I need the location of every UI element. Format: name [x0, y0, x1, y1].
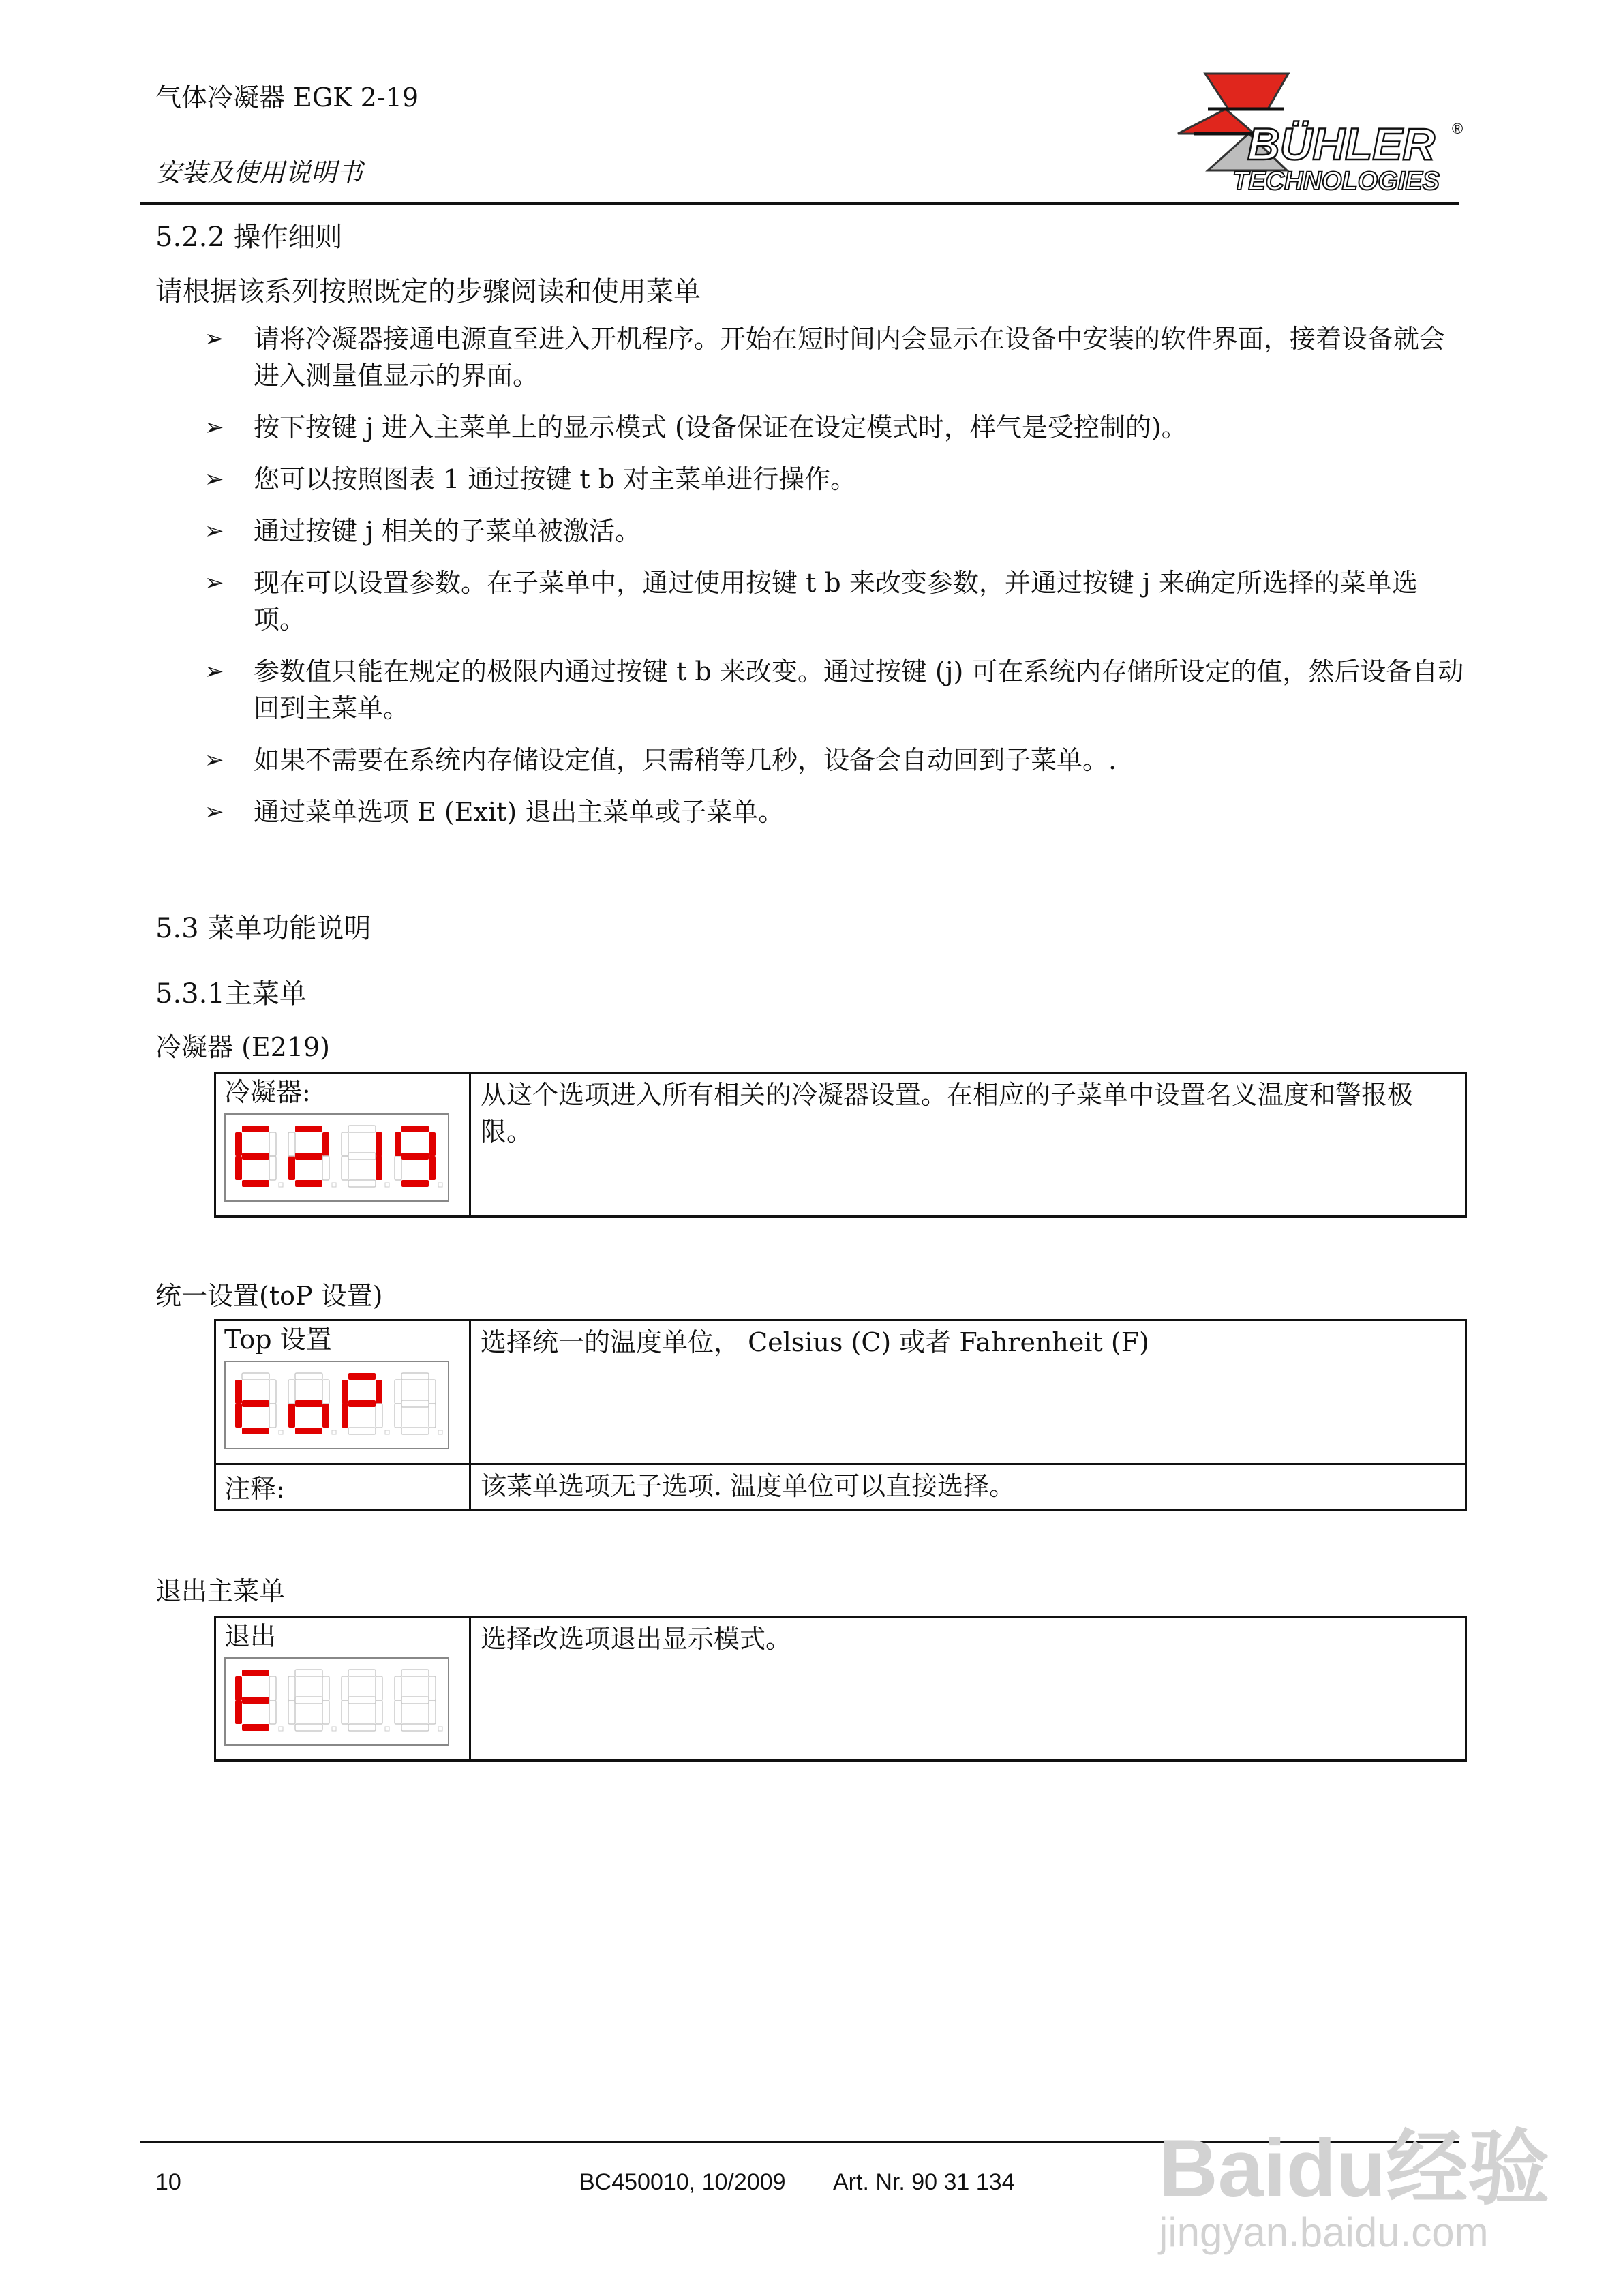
- watermark-url: jingyan.baidu.com: [1159, 2209, 1489, 2255]
- condenser-menu-label: 冷凝器 (E219): [155, 1032, 330, 1062]
- list-item: ➢ 按下按键 j 进入主菜单上的显示模式 (设备保证在设定模式时，样气是受控制的)。: [204, 409, 1466, 446]
- lcd-segment-lit: [376, 1156, 382, 1180]
- lcd-segment-lit: [401, 1180, 429, 1187]
- lcd-segment-lit: [401, 1126, 429, 1132]
- arrow-bullet-icon: ➢: [204, 798, 224, 826]
- article-number: Art. Nr. 90 31 134: [833, 2169, 1015, 2195]
- exit-display-cell: [215, 1617, 470, 1761]
- watermark-brand: Baidu经验: [1159, 2123, 1550, 2214]
- top-menu-label: 统一设置(toP 设置): [155, 1281, 383, 1311]
- lcd-segment-lit: [342, 1404, 348, 1428]
- lcd-segment-lit: [295, 1180, 322, 1187]
- lcd-segment-lit: [235, 1380, 242, 1404]
- condenser-menu-table: [214, 1072, 1467, 1218]
- lcd-segment-lit: [242, 1670, 269, 1676]
- logo-mark-left: [1178, 109, 1254, 134]
- table-row: [215, 1320, 1466, 1464]
- lcd-segment-lit: [376, 1132, 382, 1156]
- lcd-segment-lit: [242, 1428, 269, 1434]
- lcd-segment-lit: [235, 1132, 242, 1156]
- lcd-segment-lit: [376, 1380, 382, 1404]
- arrow-bullet-icon: ➢: [204, 517, 224, 545]
- list-item: ➢ 通过菜单选项 E (Exit) 退出主菜单或子菜单。: [204, 794, 1466, 830]
- arrow-bullet-icon: ➢: [204, 658, 224, 685]
- exit-menu-label: 退出主菜单: [155, 1576, 286, 1606]
- lcd-segment-lit: [429, 1156, 436, 1180]
- top-display-cell: [215, 1320, 470, 1464]
- list-item: ➢ 请将冷凝器接通电源直至进入开机程序。开始在短时间内会显示在设备中安装的软件界面，接着设备就会进入测量值显示的界面。: [204, 320, 1466, 394]
- lcd-display-exit: [224, 1657, 449, 1746]
- lcd-segment-lit: [429, 1132, 436, 1156]
- list-item: ➢ 参数值只能在规定的极限内通过按键 t b 来改变。通过按键 (j) 可在系统内存储所设定的值，然后设备自动回到主菜单。: [204, 653, 1466, 727]
- top-menu-table: [214, 1319, 1467, 1511]
- lcd-segment-lit: [242, 1180, 269, 1187]
- lcd-segment-lit: [295, 1428, 322, 1434]
- arrow-bullet-icon: ➢: [204, 746, 224, 774]
- lcd-segment-lit: [242, 1126, 269, 1132]
- lcd-display-top: [224, 1361, 449, 1449]
- table-row: [215, 1617, 1466, 1761]
- lcd-segment-lit: [288, 1156, 295, 1180]
- buhler-logo: [1167, 68, 1467, 198]
- header-divider: [140, 202, 1459, 205]
- condenser-display-cell: [215, 1073, 470, 1217]
- lcd-segment-lit: [235, 1700, 242, 1724]
- lcd-segment-lit: [322, 1132, 329, 1156]
- lcd-segment-lit: [401, 1153, 429, 1160]
- exit-menu-table: [214, 1616, 1467, 1762]
- lcd-segment-lit: [288, 1404, 295, 1428]
- lcd-segment-lit: [242, 1724, 269, 1731]
- document-subtitle: 安装及使用说明书: [155, 157, 363, 187]
- table-row: [215, 1073, 1466, 1217]
- lcd-segment-lit: [235, 1676, 242, 1700]
- lcd-segment-lit: [242, 1400, 269, 1407]
- lcd-segment-lit: [395, 1132, 401, 1156]
- arrow-bullet-icon: ➢: [204, 569, 224, 596]
- top-note-label: 注释:: [215, 1464, 470, 1510]
- lcd-segment-lit: [342, 1380, 348, 1404]
- lcd-segment-lit: [322, 1404, 329, 1428]
- top-note-text: 该菜单选项无子选项. 温度单位可以直接选择。: [470, 1464, 1466, 1510]
- logo-mark-top: [1205, 74, 1288, 109]
- lcd-segment-lit: [235, 1156, 242, 1180]
- list-item: ➢ 您可以按照图表 1 通过按键 t b 对主菜单进行操作。: [204, 461, 1466, 498]
- condenser-description: 从这个选项进入所有相关的冷凝器设置。在相应的子菜单中设置名义温度和警报极限。: [470, 1073, 1466, 1217]
- operation-steps-list: [204, 320, 1466, 845]
- table-row: [215, 1464, 1466, 1510]
- lcd-segment-lit: [242, 1153, 269, 1160]
- list-item: ➢ 通过按键 j 相关的子菜单被激活。: [204, 513, 1466, 549]
- document-title: 气体冷凝器 EGK 2-19: [155, 82, 419, 112]
- lcd-display-condenser: [224, 1113, 449, 1202]
- section-heading-53: 5.3 菜单功能说明: [155, 913, 371, 944]
- lcd-segment-lit: [348, 1373, 376, 1380]
- logo-subtext: TECHNOLOGIES: [1232, 167, 1440, 196]
- lcd-segment-lit: [295, 1126, 322, 1132]
- logo-registered: ®: [1452, 120, 1463, 137]
- lcd-segment-lit: [242, 1697, 269, 1704]
- list-item: ➢ 如果不需要在系统内存储设定值，只需稍等几秒，设备会自动回到子菜单。.: [204, 742, 1466, 779]
- lcd-segment-lit: [295, 1400, 322, 1407]
- condenser-cell-label: 冷凝器:: [224, 1077, 311, 1107]
- arrow-bullet-icon: ➢: [204, 466, 224, 493]
- top-description: 选择统一的温度单位， Celsius (C) 或者 Fahrenheit (F): [470, 1320, 1466, 1464]
- lcd-segment-lit: [235, 1404, 242, 1428]
- top-cell-label: Top 设置: [224, 1325, 332, 1355]
- lcd-segment-lit: [348, 1400, 376, 1407]
- arrow-bullet-icon: ➢: [204, 325, 224, 352]
- section-heading-522: 5.2.2 操作细则: [155, 222, 343, 253]
- exit-cell-label: 退出: [224, 1621, 277, 1651]
- section-subheading-531: 5.3.1主菜单: [155, 978, 307, 1010]
- logo-wordmark: BÜHLER: [1247, 119, 1435, 169]
- lcd-segment-lit: [295, 1153, 322, 1160]
- section-intro-522: 请根据该系列按照既定的步骤阅读和使用菜单: [155, 276, 701, 307]
- document-code: BC450010, 10/2009: [579, 2169, 786, 2195]
- page-number: 10: [155, 2169, 181, 2195]
- exit-description: 选择改选项退出显示模式。: [470, 1617, 1466, 1761]
- arrow-bullet-icon: ➢: [204, 414, 224, 441]
- list-item: ➢ 现在可以设置参数。在子菜单中，通过使用按键 t b 来改变参数，并通过按键 j 来确定所选择的菜单选项。: [204, 564, 1466, 638]
